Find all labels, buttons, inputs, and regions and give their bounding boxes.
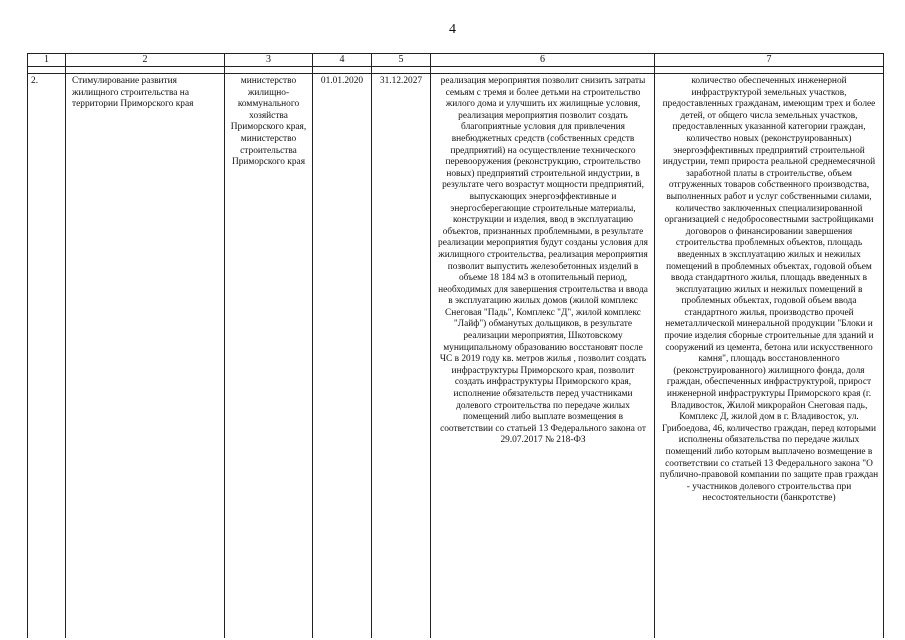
program-table xyxy=(27,53,884,638)
end-date: 31.12.2027 xyxy=(372,74,431,639)
expected-result: реализация мероприятия позволит снизить затраты семьям с тремя и более детьми на строительство жилого дома и улучшить их жилищные условия, реализация мероприятия позволит создать благоприятные условия для привлечения внебюджетных средств (собственных средств предприятий) на осуществление технического перевооружения (реконструкцию, строительство новых) предприятий строительной индустрии, в результате чего возрастут мощности предприятий, выпускающих энергоэффективные и энергосберегающие строительные материалы, конструкции и изделия, ввод в эксплуатацию объектов, признанных проблемными, в результате реализации мероприятия будут созданы условия для жилищного строительства, реализация мероприятия позволит выпустить железобетонных изделий в объеме 18 184 м3 в отопительный период, необходимых для завершения строительства и ввода в эксплуатацию жилых домов (жилой комплекс Снеговая "Падь", Комплекс "Д", жилой комплекс "Лайф") обманутых дольщиков, в результате реализации мероприятия, Шкотовскому муниципальному образованию восстановят после ЧС в 2019 году кв. метров жилья , позволит создать инфраструктуры Приморского края, позволит создать инфраструктуры Приморского края, исполнение обязательств перед участниками долевого строительства по передаче жилых помещений либо выплате возмещения в соответствии со статьей 13 Федерального закона от 29.07.2017 № 218-ФЗ xyxy=(431,74,655,639)
table-row xyxy=(28,74,884,639)
measure-name: Стимулирование развития жилищного строительства на территории Приморского края xyxy=(66,74,225,639)
column-header: 7 xyxy=(655,54,884,67)
column-header: 2 xyxy=(66,54,225,67)
row-number: 2. xyxy=(28,74,66,639)
column-header: 5 xyxy=(372,54,431,67)
column-header: 4 xyxy=(313,54,372,67)
spacer-row xyxy=(28,67,884,74)
indicators: количество обеспеченных инженерной инфраструктурой земельных участков, предоставленных гражданам, имеющим трех и более детей, от общего числа земельных участков, предоставленных указанной категории граждан, количество новых (реконструированных) энергоэффективных предприятий строительной индустрии, темп прироста реальной среднемесячной заработной платы в строительстве, объем отгруженных товаров собственного производства, выполненных работ и услуг собственными силами, количество заключенных специализированной организацией с недобросовестными застройщиками договоров о финансировании завершения строительства проблемных объектов, площадь введенных в эксплуатацию жилых и нежилых помещений в проблемных объектах, годовой объем ввода стандартного жилья, площадь введенных в эксплуатацию жилых и нежилых помещений в проблемных объектах, годовой объем ввода стандартного жилья, производство прочей неметаллической минеральной продукции "Блоки и прочие изделия сборные строительные для зданий и сооружений из цемента, бетона или искусственного камня", площадь восстановленного (реконструированного) жилищного фонда, доля граждан, обеспеченных инфраструктурой, прирост инженерной инфраструктуры Приморского края (г. Владивосток, Жилой микрорайон Снеговая падь, Комплекс Д, жилой дом в г. Владивосток, ул. Грибоедова, 46, количество граждан, перед которыми исполнены обязательства по передаче жилых помещений либо которым выплачено возмещение в соответствии со статьей 13 Федерального закона "О публично-правовой компании по защите прав граждан - участников долевого строительства при несостоятельности (банкротстве) xyxy=(655,74,884,639)
responsible-executor: министерство жилищно-коммунального хозяйства Приморского края, министерство строительства Приморского края xyxy=(225,74,313,639)
column-header: 3 xyxy=(225,54,313,67)
column-header: 6 xyxy=(431,54,655,67)
header-row xyxy=(28,54,884,67)
start-date: 01.01.2020 xyxy=(313,74,372,639)
column-header: 1 xyxy=(28,54,66,67)
page-number: 4 xyxy=(449,22,456,37)
